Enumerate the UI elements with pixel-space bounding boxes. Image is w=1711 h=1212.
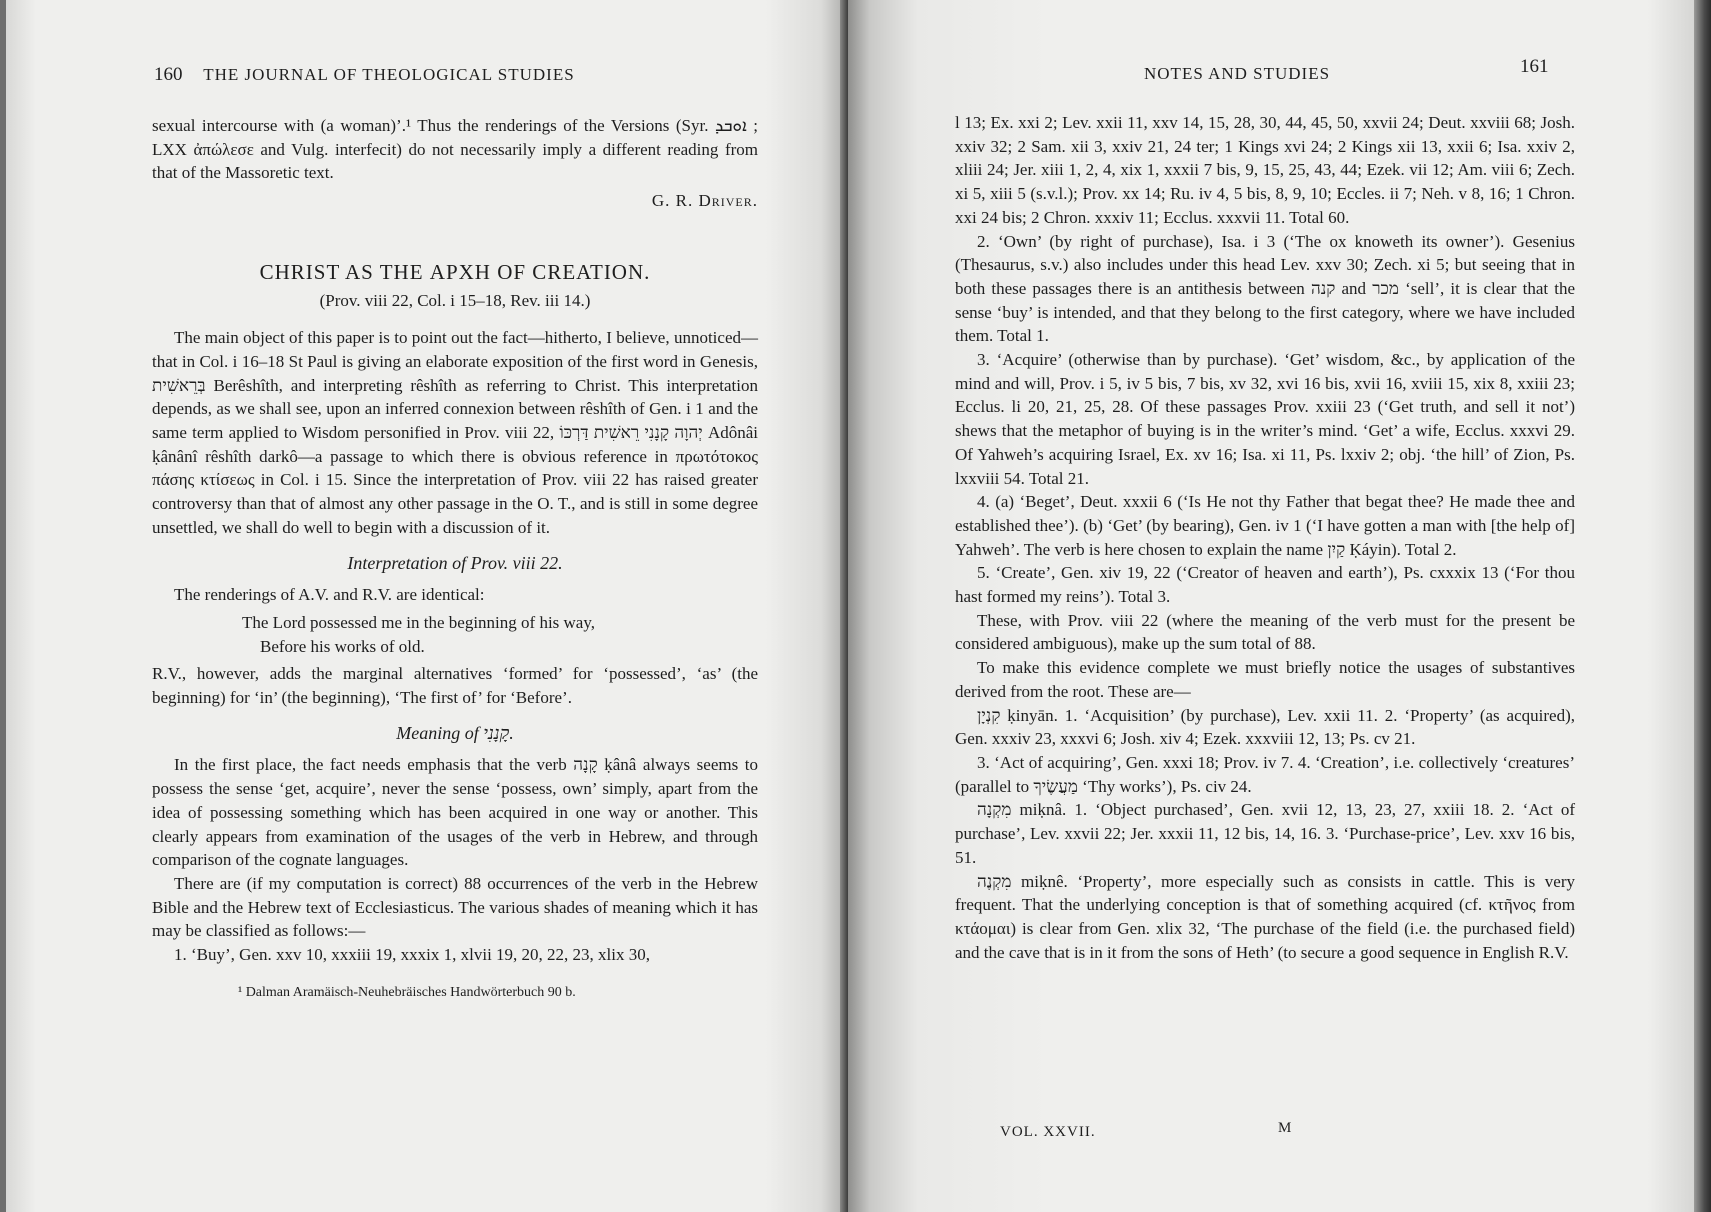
- right-paragraph-2: 2. ‘Own’ (by right of purchase), Isa. i 3 (‘The ox knoweth its owner’). Gesenius (Thesaurus, s.v.) also includes under this head Lev. xxv 30; Zech. xi 5; but seeing that in both these passages there is an antithesis between קנה and מכר ‘sell’, it is clear that the sense ‘buy’ is intended, and that they belong to the first category, where we have included them. Total 1.: [955, 231, 1576, 346]
- right-paragraph-7: To make this evidence complete we must briefly notice the usages of substantives derived from the root. These are—: [955, 658, 1575, 701]
- right-paragraph-8: קִנְיָן ḳinyān. 1. ‘Acquisition’ (by purchase), Lev. xxii 11. 2. ‘Property’ (as acquired), Gen. xxxiv 23, xxxvi 6; Josh. xiv 4; Ezek. xxxviii 12, 13; Ps. cv 21.: [955, 705, 1575, 749]
- paragraph-3: R.V., however, adds the marginal alternatives ‘formed’ for ‘possessed’, ‘as’ (the beginning) for ‘in’ (the beginning), ‘The first of’ for ‘Before’.: [152, 664, 758, 708]
- paragraph-1: The main object of this paper is to point out the fact—hitherto, I believe, unnoticed—that in Col. i 16–18 St Paul is giving an elaborate exposition of the first word in Genesis, בְּרֵאשִׁית Berêshîth, and interpreting rêshîth as referring to Christ. This interpretation depends, as we shall see, upon an inferred connexion between rêshîth of Gen. i 1 and the same term applied to Wisdom personified in Prov. viii 22, יְהוָה קָנָנִי רֵאשִׁית דַּרְכּוֹ Adônâi ḳânânî rêshîth darkô—a passage to which there is obvious reference in πρωτότοκος πάσης κτίσεως in Col. i 15. Since the interpretation of Prov. viii 22 has raised greater controversy than that of almost any other passage in the O. T., and is still in some degree unsettled, we shall do well to begin with a discussion of it.: [152, 328, 759, 537]
- right-text-column: [955, 111, 1575, 964]
- right-paragraph-11: מִקְנֶה miḳnê. ‘Property’, more especially such as consists in cattle. This is very frequent. That the underlying conception is that of something acquired (cf. κτῆνος from κτάομαι) is clear from Gen. xlix 32, ‘The purchase of the field (i.e. the purchased field) and the cave that is in it from the sons of Heth’ (to secure a good sequence in English R.V.: [955, 871, 1575, 962]
- right-page-edge: [1694, 0, 1711, 1212]
- right-paragraph-1: l 13; Ex. xxi 2; Lev. xxii 11, xxv 14, 15, 28, 30, 44, 45, 50, xxvii 24; Deut. xxviii 68; Josh. xxiv 32; 2 Sam. xii 3, xxiv 21, 24 ter; 1 Kings xvi 24; 2 Kings xii 13, xxii 6; Isa. xxiv 2, xliii 24; Jer. xiii 1, 2, 4, xix 1, xxxii 7 bis, 9, 15, 25, 43, 44; Ezek. vii 12; Am. viii 6; Zech. xi 5, xiii 5 (s.v.l.); Prov. xx 14; Ru. iv 4, 5 bis, 8, 9, 10; Eccles. ii 7; Neh. v 8, 16; 1 Chron. xxi 24 bis; 2 Chron. xxxiv 11; Ecclus. xxxvii 11. Total 60.: [955, 113, 1575, 227]
- section-title-interpretation: Interpretation of Prov. viii 22.: [347, 552, 563, 573]
- left-page: [6, 0, 848, 1212]
- footnote: ¹ Dalman Aramäisch-Neuhebräisches Handwörterbuch 90 b.: [238, 984, 576, 1000]
- block-quote: [152, 611, 758, 658]
- paragraph-6: 1. ‘Buy’, Gen. xxv 10, xxxiii 19, xxxix 1, xlvii 19, 20, 22, 23, xlix 30,: [174, 945, 650, 965]
- signature-mark: M: [1278, 1120, 1293, 1136]
- right-page: [848, 0, 1694, 1212]
- section-title-meaning: Meaning of קָנָנִי.: [396, 722, 514, 743]
- left-text-column: [152, 114, 758, 1005]
- paragraph-5: There are (if my computation is correct) 88 occurrences of the verb in the Hebrew Bible and the Hebrew text of Ecclesiasticus. The various shades of meaning which it has may be classified as follows:—: [152, 873, 758, 941]
- paragraph-4: In the first place, the fact needs emphasis that the verb קָנָה ḳânâ always seems to possess the sense ‘get, acquire’, never the sense ‘possess, own’ simply, apart from the idea of possessing something which has been acquired in one way or another. This clearly appears from examination of the usages of the verb in Hebrew, and through comparison of the cognate languages.: [152, 755, 758, 870]
- right-paragraph-3: 3. ‘Acquire’ (otherwise than by purchase). ‘Get’ wisdom, &c., by application of the mind and will, Prov. i 5, iv 5 bis, 7 bis, xv 32, xvi 16 bis, xvii 16, xviii 15, xix 8, xxiii 23; Ecclus. li 20, 21, 25, 28. Of these passages Prov. xxiii 23 (‘Get truth, and sell it not’) shews that the metaphor of buying is in the writer’s mind. ‘Get’ a wife, Ecclus. xxxvi 29. Of Yahweh’s acquiring Israel, Ex. xv 16; Isa. xi 11, Ps. lxxiv 2; obj. ‘the hill’ of Zion, Ps. lxxviii 54. Total 21.: [955, 350, 1575, 488]
- left-page-number: 160: [154, 64, 183, 85]
- left-running-head: [154, 64, 575, 86]
- right-page-number: 161: [1520, 56, 1549, 77]
- right-paragraph-4: 4. (a) ‘Beget’, Deut. xxxii 6 (‘Is He not thy Father that begat thee? He made thee and established thee’). (b) ‘Get’ (by bearing), Gen. iv 1 (‘I have gotten a man with [the help of] Yahweh’. The verb is here chosen to explain the name קַיִן Ḳáyin). Total 2.: [955, 492, 1575, 559]
- right-running-head: NOTES AND STUDIES: [1144, 64, 1331, 83]
- article-subtitle: (Prov. viii 22, Col. i 15–18, Rev. iii 14.): [319, 290, 591, 310]
- right-paragraph-10: מִקְנָה miḳnâ. 1. ‘Object purchased’, Gen. xvii 12, 13, 23, 27, xxiii 18. 2. ‘Act of purchase’, Lev. xxvii 22; Jer. xxxii 11, 12 bis, 14, 16. 3. ‘Purchase-price’, Lev. xxv 16 bis, 51.: [955, 800, 1575, 867]
- article-title: CHRIST AS THE ΑΡΧΗ OF CREATION.: [259, 259, 651, 284]
- right-paragraph-5: 5. ‘Create’, Gen. xiv 19, 22 (‘Creator of heaven and earth’), Ps. cxxxix 13 (‘For thou hast formed my reins’). Total 3.: [955, 563, 1575, 607]
- intro-paragraph: sexual intercourse with (a woman)’.¹ Thus the renderings of the Versions (Syr. ܐܘܒܕ ; LXX ἀπώλεσε and Vulg. interfecit) do not necessarily imply a different reading from that of the Massoretic text.: [152, 116, 758, 183]
- right-paragraph-6: These, with Prov. viii 22 (where the meaning of the verb must for the present be considered ambiguous), make up the sum total of 88.: [955, 610, 1575, 654]
- signature: G. R. Driver.: [651, 191, 758, 211]
- quote-line-2: Before his works of old.: [260, 636, 425, 656]
- right-paragraph-9: 3. ‘Act of acquiring’, Gen. xxxi 18; Prov. iv 7. 4. ‘Creation’, i.e. collectively ‘creatures’ (parallel to מַעֲשֶׂיךָ ‘Thy works’), Ps. civ 24.: [955, 752, 1575, 796]
- volume-number: VOL. XXVII.: [1000, 1124, 1096, 1140]
- paragraph-2: The renderings of A.V. and R.V. are identical:: [174, 585, 485, 605]
- quote-line-1: The Lord possessed me in the beginning of his way,: [242, 612, 595, 632]
- left-running-title: THE JOURNAL OF THEOLOGICAL STUDIES: [203, 65, 575, 84]
